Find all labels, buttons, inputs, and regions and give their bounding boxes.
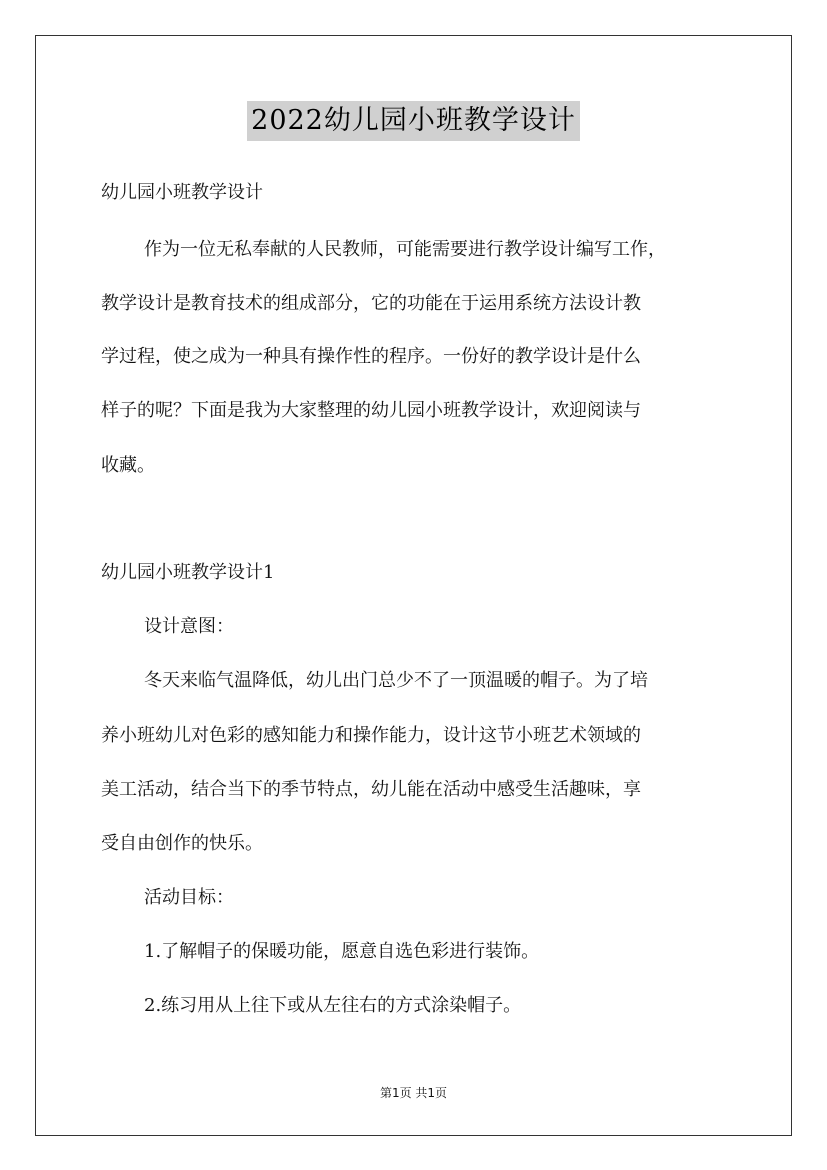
paragraph-line: 作为一位无私奉献的人民教师，可能需要进行教学设计编写工作， <box>144 239 666 260</box>
title-container <box>0 101 827 141</box>
paragraph-line: 学过程，使之成为一种具有操作性的程序。一份好的教学设计是什么 <box>101 346 641 367</box>
paragraph-line: 样子的呢？下面是我为大家整理的幼儿园小班教学设计，欢迎阅读与 <box>101 400 641 421</box>
section-heading: 幼儿园小班教学设计 <box>101 182 263 203</box>
list-item: 2.练习用从上往下或从左往右的方式涂染帽子。 <box>144 995 522 1016</box>
section-heading: 幼儿园小班教学设计1 <box>101 562 275 583</box>
list-item: 1.了解帽子的保暖功能，愿意自选色彩进行装饰。 <box>144 941 540 962</box>
subheading: 设计意图： <box>144 616 234 637</box>
subheading: 活动目标： <box>144 887 234 908</box>
page-footer <box>0 1085 827 1101</box>
document-title: 2022幼儿园小班教学设计 <box>247 101 580 141</box>
paragraph-line: 收藏。 <box>101 455 155 476</box>
paragraph-line: 冬天来临气温降低，幼儿出门总少不了一顶温暖的帽子。为了培 <box>144 670 648 691</box>
paragraph-line: 教学设计是教育技术的组成部分，它的功能在于运用系统方法设计教 <box>101 293 641 314</box>
page-number: 第1页 共1页 <box>379 1086 448 1100</box>
paragraph-line: 养小班幼儿对色彩的感知能力和操作能力，设计这节小班艺术领域的 <box>101 725 641 746</box>
paragraph-line: 受自由创作的快乐。 <box>101 833 263 854</box>
paragraph-line: 美工活动，结合当下的季节特点，幼儿能在活动中感受生活趣味，享 <box>101 779 641 800</box>
